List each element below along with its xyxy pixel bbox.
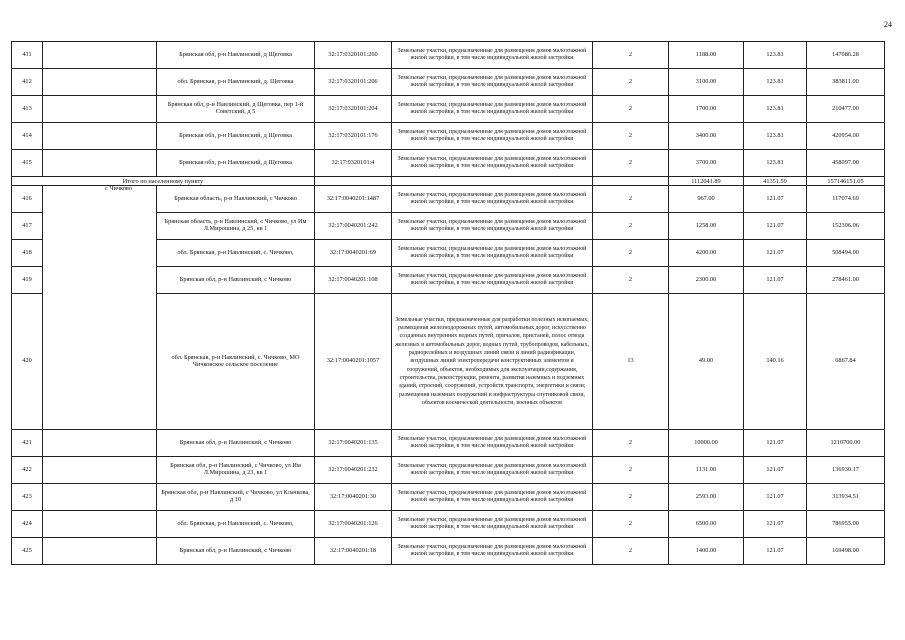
land-purpose-cell: Земельные участки, предназначенные для размещения домов малоэтажной жилой застройки, в том числе индивидуальной жилой застройки bbox=[392, 213, 593, 240]
group-cell: 2 bbox=[593, 186, 669, 213]
row-number: 412 bbox=[12, 69, 43, 96]
cadastral-number-cell: 32:17:0040201:1487 bbox=[315, 186, 392, 213]
land-purpose-cell: Земельные участки, предназначенные для разработки полезных ископаемых, размещения железнодорожных путей, автомобильных дорог, искусственно созданных внутренних водных путей, причалов, пристаней, полос отвода железных и автомобильных дорог, водных путей, трубопроводов, кабельных, радиорелейных и воздушных линий связи и линий радиофикации, воздушных линий электропередачи конструктивных элементов и сооружений, объектов, необходимых для эксплуатации,содержания, строительства, реконструкции, ремонта, развития наземных и подземных зданий, строений, сооружений, устройств транспорта, энергетики и связи; размещения наземных сооружений и инфраструктуры спутниковой связи, объектов космической деятельности, военных объектов bbox=[392, 294, 593, 430]
empty-cell bbox=[43, 96, 157, 123]
cadastral-value-cell: 136930.17 bbox=[807, 457, 885, 484]
group-cell: 2 bbox=[593, 123, 669, 150]
cadastral-number-cell: 32:17:0040201:135 bbox=[315, 430, 392, 457]
land-purpose-cell: Земельные участки, предназначенные для размещения домов малоэтажной жилой застройки, в том числе индивидуальной жилой застройки bbox=[392, 240, 593, 267]
address-cell: Брянская обл, р-н Навлинский, д Щеговка, пер 1-й Советский, д 5 bbox=[157, 96, 315, 123]
land-purpose-cell: Земельные участки, предназначенные для размещения домов малоэтажной жилой застройки, в том числе индивидуальной жилой застройки bbox=[392, 457, 593, 484]
rate-cell: 121.07 bbox=[744, 186, 807, 213]
area-cell: 967.00 bbox=[669, 186, 744, 213]
table-row bbox=[12, 457, 885, 484]
table-body-total bbox=[12, 177, 885, 186]
group-cell: 2 bbox=[593, 96, 669, 123]
address-cell: обл. Брянская, р-н Навлинский, д. Щеговка bbox=[157, 69, 315, 96]
area-cell: 1700.00 bbox=[669, 96, 744, 123]
area-cell: 1131.00 bbox=[669, 457, 744, 484]
group-cell: 2 bbox=[593, 538, 669, 565]
total-label: Итого по населенному пункту bbox=[12, 177, 315, 186]
rate-cell: 123.81 bbox=[744, 42, 807, 69]
group-cell: 2 bbox=[593, 457, 669, 484]
land-purpose-cell: Земельные участки, предназначенные для размещения домов малоэтажной жилой застройки, в том числе индивидуальной жилой застройки bbox=[392, 538, 593, 565]
rate-cell: 123.81 bbox=[744, 96, 807, 123]
address-cell: Брянская обл, р-н Навлинский, д Щеговка bbox=[157, 150, 315, 177]
table-row bbox=[12, 186, 885, 213]
cadastral-value-cell: 210477.00 bbox=[807, 96, 885, 123]
area-cell: 49.00 bbox=[669, 294, 744, 430]
group-cell: 2 bbox=[593, 430, 669, 457]
area-cell: 2300.00 bbox=[669, 267, 744, 294]
cadastral-number-cell: 32:17:0320101:176 bbox=[315, 123, 392, 150]
row-number: 425 bbox=[12, 538, 43, 565]
total-area: 1112041.89 bbox=[669, 177, 744, 186]
empty-cell bbox=[43, 150, 157, 177]
row-number: 411 bbox=[12, 42, 43, 69]
cadastral-value-cell: 313934.51 bbox=[807, 484, 885, 511]
address-cell: Брянская обл, р-н Навлинский, д Щеговка bbox=[157, 42, 315, 69]
cadastral-number-cell: 32:17:0040201:126 bbox=[315, 511, 392, 538]
cadastral-number-cell: 32:17:0040201:108 bbox=[315, 267, 392, 294]
rate-cell: 140.16 bbox=[744, 294, 807, 430]
table-row bbox=[12, 538, 885, 565]
rate-cell: 121.07 bbox=[744, 240, 807, 267]
group-cell: 2 bbox=[593, 69, 669, 96]
land-purpose-cell: Земельные участки, предназначенные для размещения домов малоэтажной жилой застройки, в том числе индивидуальной жилой застройки bbox=[392, 150, 593, 177]
cadastral-number-cell: 32:17:0040201:242 bbox=[315, 213, 392, 240]
group-cell: 2 bbox=[593, 484, 669, 511]
cadastral-value-cell: 117074.69 bbox=[807, 186, 885, 213]
cadastral-number-cell: 32:17:0320101:4 bbox=[315, 150, 392, 177]
row-number: 424 bbox=[12, 511, 43, 538]
cadastral-value-cell: 147086.28 bbox=[807, 42, 885, 69]
row-number: 417 bbox=[12, 213, 43, 240]
rate-cell: 121.07 bbox=[744, 484, 807, 511]
cadastral-number-cell: 32:17:0320101:206 bbox=[315, 69, 392, 96]
table-row bbox=[12, 96, 885, 123]
table-row bbox=[12, 69, 885, 96]
page-number: 24 bbox=[884, 20, 892, 29]
rate-cell: 123.81 bbox=[744, 123, 807, 150]
land-purpose-cell: Земельные участки, предназначенные для размещения домов малоэтажной жилой застройки, в том числе индивидуальной жилой застройки bbox=[392, 484, 593, 511]
land-purpose-cell: Земельные участки, предназначенные для размещения домов малоэтажной жилой застройки, в том числе индивидуальной жилой застройки bbox=[392, 96, 593, 123]
address-cell: Брянская область, р-н Навлинский, с Чичково bbox=[157, 186, 315, 213]
table-row bbox=[12, 511, 885, 538]
row-number: 423 bbox=[12, 484, 43, 511]
cadastral-value-table bbox=[11, 41, 885, 565]
cadastral-value-cell: 420954.00 bbox=[807, 123, 885, 150]
empty-cell bbox=[43, 457, 157, 484]
address-cell: Брянская обл, р-н Навлинский, с Чичково, ул Клачкова, д 10 bbox=[157, 484, 315, 511]
area-cell: 3700.00 bbox=[669, 150, 744, 177]
cadastral-number-cell: 32:17:0040201:1057 bbox=[315, 294, 392, 430]
land-purpose-cell: Земельные участки, предназначенные для размещения домов малоэтажной жилой застройки, в том числе индивидуальной жилой застройки bbox=[392, 69, 593, 96]
cadastral-value-cell: 383811.00 bbox=[807, 69, 885, 96]
rate-cell: 123.81 bbox=[744, 150, 807, 177]
table-row bbox=[12, 484, 885, 511]
land-purpose-cell: Земельные участки, предназначенные для размещения домов малоэтажной жилой застройки, в том числе индивидуальной жилой застройки bbox=[392, 123, 593, 150]
rate-cell: 121.07 bbox=[744, 457, 807, 484]
total-purpose-cell bbox=[392, 177, 593, 186]
land-purpose-cell: Земельные участки, предназначенные для размещения домов малоэтажной жилой застройки, в том числе индивидуальной жилой застройки bbox=[392, 430, 593, 457]
rate-cell: 121.07 bbox=[744, 511, 807, 538]
area-cell: 10000.00 bbox=[669, 430, 744, 457]
table-row bbox=[12, 42, 885, 69]
cadastral-value-cell: 786955.00 bbox=[807, 511, 885, 538]
group-cell: 2 bbox=[593, 511, 669, 538]
cadastral-value-cell: 152306.06 bbox=[807, 213, 885, 240]
area-cell: 1400.00 bbox=[669, 538, 744, 565]
land-purpose-cell: Земельные участки, предназначенные для размещения домов малоэтажной жилой застройки, в том числе индивидуальной жилой застройки bbox=[392, 267, 593, 294]
row-number: 413 bbox=[12, 96, 43, 123]
group-cell: 2 bbox=[593, 150, 669, 177]
empty-cell bbox=[43, 484, 157, 511]
address-cell: Брянская обл, р-н Навлинский, с Чичково bbox=[157, 430, 315, 457]
cadastral-number-cell: 32:17:0040201:232 bbox=[315, 457, 392, 484]
table-row bbox=[12, 150, 885, 177]
address-cell: Брянская обл, р-н Навлинский, с Чичково bbox=[157, 267, 315, 294]
rate-cell: 121.07 bbox=[744, 538, 807, 565]
settlement-heading: с Чичково bbox=[43, 186, 157, 430]
address-cell: Брянская обл, р-н Навлинский, д Щеговка bbox=[157, 123, 315, 150]
row-number: 414 bbox=[12, 123, 43, 150]
area-cell: 3400.00 bbox=[669, 123, 744, 150]
table-row bbox=[12, 123, 885, 150]
address-cell: Брянская обл, р-н Навлинский, с Чичково, ул Им Л.Мирошина, д 23, кв 1 bbox=[157, 457, 315, 484]
address-cell: обл. Брянская, р-н Навлинский, с. Чичково, МО Чичковское сельское поселение bbox=[157, 294, 315, 430]
row-number: 422 bbox=[12, 457, 43, 484]
total-group-cell bbox=[593, 177, 669, 186]
row-number: 416 bbox=[12, 186, 43, 213]
empty-cell bbox=[43, 123, 157, 150]
empty-cell bbox=[43, 69, 157, 96]
area-cell: 3100.00 bbox=[669, 69, 744, 96]
group-cell: 2 bbox=[593, 267, 669, 294]
row-number: 420 bbox=[12, 294, 43, 430]
group-cell: 2 bbox=[593, 42, 669, 69]
area-cell: 6500.00 bbox=[669, 511, 744, 538]
address-cell: Брянская область, р-н Навлинский, с Чичково, ул Им Л.Мирошина, д 25, кв 1 bbox=[157, 213, 315, 240]
cadastral-value-cell: 169498.00 bbox=[807, 538, 885, 565]
settlement-total-row bbox=[12, 177, 885, 186]
rate-cell: 121.07 bbox=[744, 430, 807, 457]
cadastral-value-cell: 508494.00 bbox=[807, 240, 885, 267]
cadastral-number-cell: 32:17:0040201:69 bbox=[315, 240, 392, 267]
land-purpose-cell: Земельные участки, предназначенные для размещения домов малоэтажной жилой застройки, в том числе индивидуальной жилой застройки bbox=[392, 42, 593, 69]
cadastral-number-cell: 32:17:0040201:30 bbox=[315, 484, 392, 511]
address-cell: обл. Брянская, р-н Навлинский, с. Чичково, bbox=[157, 240, 315, 267]
rate-cell: 121.07 bbox=[744, 213, 807, 240]
row-number: 415 bbox=[12, 150, 43, 177]
table-body-part-2 bbox=[12, 186, 885, 565]
address-cell: обл. Брянская, р-н Навлинский, с. Чичково, bbox=[157, 511, 315, 538]
cadastral-value-cell: 6867.84 bbox=[807, 294, 885, 430]
cadastral-number-cell: 32:17:0320101:204 bbox=[315, 96, 392, 123]
rate-cell: 121.07 bbox=[744, 267, 807, 294]
group-cell: 13 bbox=[593, 294, 669, 430]
empty-cell bbox=[43, 430, 157, 457]
total-cadastre-cell bbox=[315, 177, 392, 186]
area-cell: 2593.00 bbox=[669, 484, 744, 511]
total-rate: 41351.59 bbox=[744, 177, 807, 186]
area-cell: 4200.00 bbox=[669, 240, 744, 267]
cadastral-value-cell: 278461.00 bbox=[807, 267, 885, 294]
group-cell: 2 bbox=[593, 213, 669, 240]
row-number: 418 bbox=[12, 240, 43, 267]
row-number: 419 bbox=[12, 267, 43, 294]
land-purpose-cell: Земельные участки, предназначенные для размещения домов малоэтажной жилой застройки, в том числе индивидуальной жилой застройки bbox=[392, 186, 593, 213]
table-body-part-1 bbox=[12, 42, 885, 177]
area-cell: 1188.00 bbox=[669, 42, 744, 69]
table-row bbox=[12, 430, 885, 457]
total-value: 157146151.05 bbox=[807, 177, 885, 186]
empty-cell bbox=[43, 511, 157, 538]
cadastral-number-cell: 32:17:0040201:18 bbox=[315, 538, 392, 565]
rate-cell: 123.81 bbox=[744, 69, 807, 96]
cadastral-number-cell: 32:17:0320101:260 bbox=[315, 42, 392, 69]
empty-cell bbox=[43, 42, 157, 69]
address-cell: Брянская обл, р-н Навлинский, с Чичково bbox=[157, 538, 315, 565]
empty-cell bbox=[43, 538, 157, 565]
land-purpose-cell: Земельные участки, предназначенные для размещения домов малоэтажной жилой застройки, в том числе индивидуальной жилой застройки bbox=[392, 511, 593, 538]
cadastral-value-cell: 1210700.00 bbox=[807, 430, 885, 457]
group-cell: 2 bbox=[593, 240, 669, 267]
cadastral-value-cell: 458097.00 bbox=[807, 150, 885, 177]
area-cell: 1258.00 bbox=[669, 213, 744, 240]
row-number: 421 bbox=[12, 430, 43, 457]
